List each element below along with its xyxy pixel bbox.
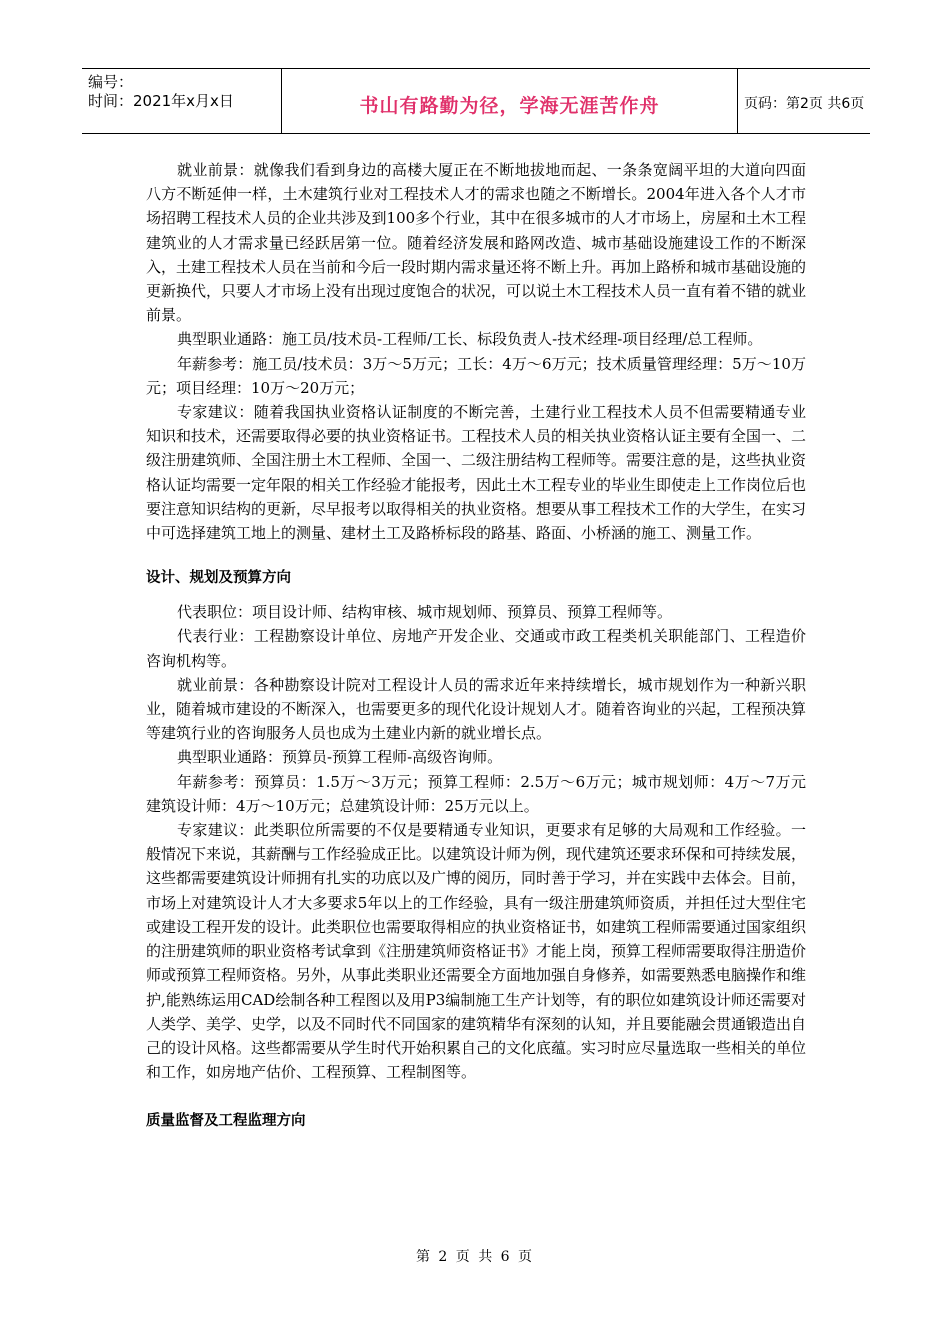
paragraph-salary: 年薪参考：施工员/技术员：3万～5万元；工长：4万～6万元；技术质量管理经理：5万～10万元；项目经理：10万～20万元； [146,354,806,397]
paragraph-industries: 代表行业：工程勘察设计单位、房地产开发企业、交通或市政工程类机关职能部门、工程造价咨询机构等。 [146,627,806,670]
header-page-cell [738,69,870,133]
page-header [82,68,870,134]
header-motto-cell [282,69,738,133]
paragraph-design-salary: 年薪参考：预算员：1.5万～3万元；预算工程师：2.5万～6万元；城市规划师：4万～7万元 建筑设计师：4万～10万元；总建筑设计师：25万元以上。 [146,772,837,815]
document-body [146,158,837,1133]
header-page-code: 页码：第2页 共6页 [744,96,865,112]
header-motto: 书山有路勤为径，学海无涯苦作舟 [359,95,660,117]
paragraph-expert-advice: 专家建议：随着我国执业资格认证制度的不断完善，土建行业工程技术人员不但需要精通专业知识和技术，还需要取得必要的执业资格证书。工程技术人员的相关执业资格认证主要有全国一、二级注册建筑师、全国注册土木工程师、全国一、二级注册结构工程师等。需要注意的是，这些执业资格认证均需要一定年限的相关工作经验才能报考，因此土木工程专业的毕业生即使走上工作岗位后也要注意知识结构的更新，尽早报考以取得相关的执业资格。想要从事工程技术工作的大学生，在实习中可选择建筑工地上的测量、建材土工及路桥标段的路基、路面、小桥涵的施工、测量工作。 [146,403,807,543]
paragraph-design-outlook: 就业前景：各种勘察设计院对工程设计人员的需求近年来持续增长，城市规划作为一种新兴职业，随着城市建设的不断深入，也需要更多的现代化设计规划人才。随着咨询业的兴起，工程预决算等建筑行业的咨询服务人员也成为土建业内新的就业增长点。 [146,675,807,743]
header-info-cell [82,69,282,133]
document-time-label: 时间：2021年x月x日 [88,92,234,110]
paragraph-positions: 代表职位：项目设计师、结构审核、城市规划师、预算员、预算工程师等。 [177,603,673,622]
paragraph-career-path: 典型职业通路：施工员/技术员-工程师/工长、标段负责人-技术经理-项目经理/总工程师。 [177,330,763,349]
section-heading-quality: 质量监督及工程监理方向 [146,1113,306,1130]
document-number-label: 编号： [88,73,134,91]
section-heading-design: 设计、规划及预算方向 [146,570,291,587]
paragraph-design-career-path: 典型职业通路：预算员-预算工程师-高级咨询师。 [177,748,503,767]
paragraph-design-advice: 专家建议：此类职位所需要的不仅是要精通专业知识，更要求有足够的大局观和工作经验。一般情况下来说，其薪酬与工作经验成正比。以建筑设计师为例，现代建筑还要求环保和可持续发展，这些都需要建筑设计师拥有扎实的功底以及广博的阅历，同时善于学习，并在实践中去体会。目前，市场上对建筑设计人才大多要求5年以上的工作经验，具有一级注册建筑师资质，并担任过大型住宅或建设工程开发的设计。此类职位也需要取得相应的执业资格证书，如建筑工程师需要通过国家组织的注册建筑师的职业资格考试拿到《注册建筑师资格证书》才能上岗，预算工程师需要取得注册造价师或预算工程师资格。另外，从事此类职业还需要全方面地加强自身修养，如需要熟悉电脑操作和维护,能熟练运用CAD绘制各种工程图以及用P3编制施工生产计划等，有的职位如建筑设计师还需要对人类学、美学、史学，以及不同时代不同国家的建筑精华有深刻的认知，并且要能融会贯通锻造出自己的设计风格。这些都需要从学生时代开始积累自己的文化底蕴。实习时应尽量选取一些相关的单位和工作，如房地产估价、工程预算、工程制图等。 [146,821,807,1082]
page-footer: 第 2 页 共 6 页 [415,1249,535,1265]
paragraph-employment-outlook: 就业前景：就像我们看到身边的高楼大厦正在不断地拔地而起、一条条宽阔平坦的大道向四面八方不断延伸一样，土木建筑行业对工程技术人才的需求也随之不断增长。2004年进入各个人才市场招聘工程技术人员的企业共涉及到100多个行业，其中在很多城市的人才市场上，房屋和土木工程建筑业的人才需求量已经跃居第一位。随着经济发展和路网改造、城市基础设施建设工作的不断深入，土建工程技术人员在当前和今后一段时期内需求量还将不断上升。再加上路桥和城市基础设施的更新换代，只要人才市场上没有出现过度饱合的状况，可以说土木工程技术人员一直有着不错的就业前景。 [146,161,807,325]
